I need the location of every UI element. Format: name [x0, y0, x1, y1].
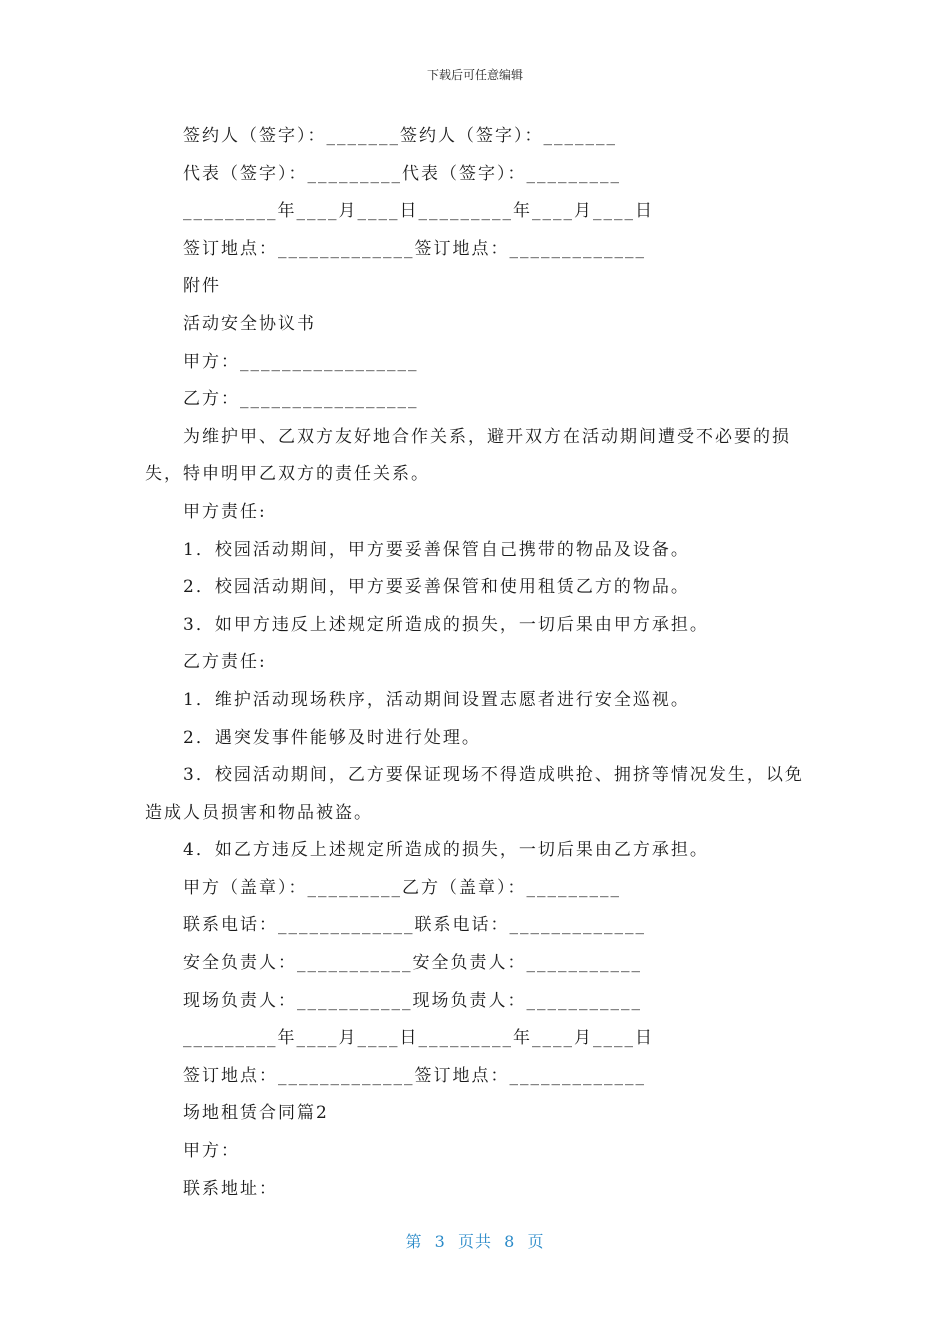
seal-line: 甲方（盖章）：_________乙方（盖章）：_________ [183, 877, 621, 898]
party-b-duties-heading: 乙方责任: [183, 652, 267, 673]
party-b-duty-2: 2．遇突发事件能够及时进行处理。 [183, 727, 481, 748]
party-a-label: 甲方： [183, 1141, 240, 1162]
party-a-line: 甲方：_________________ [183, 351, 419, 372]
signatory-line: 签约人（签字）：_______签约人（签字）：_______ [183, 126, 617, 146]
signing-place-line-2: 签订地点：_____________签订地点：_____________ [183, 1065, 646, 1086]
contact-address-label: 联系地址： [183, 1178, 278, 1199]
page-footer: 第 3 页共 8 页 [405, 1232, 545, 1251]
site-manager-line: 现场负责人：___________现场负责人：___________ [183, 990, 642, 1011]
party-a-duty-3: 3．如甲方违反上述规定所造成的损失，一切后果由甲方承担。 [183, 614, 709, 635]
document-body [145, 118, 810, 1208]
page-header: 下载后可任意编辑 [426, 68, 523, 82]
date-line-2: _________年____月____日_________年____月____日 [183, 1028, 654, 1049]
representative-line: 代表（签字）：_________代表（签字）：_________ [183, 163, 621, 184]
party-b-duty-3: 3．校园活动期间，乙方要保证现场不得造成哄抢、拥挤等情况发生，以免造成人员损害和物品被盗。 [145, 765, 804, 823]
agreement-title: 活动安全协议书 [183, 313, 316, 334]
section-title: 场地租赁合同篇2 [183, 1103, 329, 1124]
party-a-duties-heading: 甲方责任: [183, 501, 267, 522]
signing-place-line: 签订地点：_____________签订地点：_____________ [183, 238, 646, 259]
party-b-duty-1: 1．维护活动现场秩序，活动期间设置志愿者进行安全巡视。 [183, 689, 690, 710]
party-a-duty-2: 2．校园活动期间，甲方要妥善保管和使用租赁乙方的物品。 [183, 577, 690, 598]
party-a-duty-1: 1．校园活动期间，甲方要妥善保管自己携带的物品及设备。 [183, 539, 690, 560]
party-b-line: 乙方：_________________ [183, 389, 419, 410]
date-line: _________年____月____日_________年____月____日 [183, 201, 654, 222]
attachment-heading: 附件 [183, 276, 221, 297]
safety-officer-line: 安全负责人：___________安全负责人：___________ [183, 953, 642, 974]
party-b-duty-4: 4．如乙方违反上述规定所造成的损失，一切后果由乙方承担。 [183, 840, 709, 861]
phone-line: 联系电话：_____________联系电话：_____________ [183, 915, 646, 936]
intro-paragraph: 为维护甲、乙双方友好地合作关系，避开双方在活动期间遭受不必要的损失，特申明甲乙双方的责任关系。 [145, 426, 791, 485]
